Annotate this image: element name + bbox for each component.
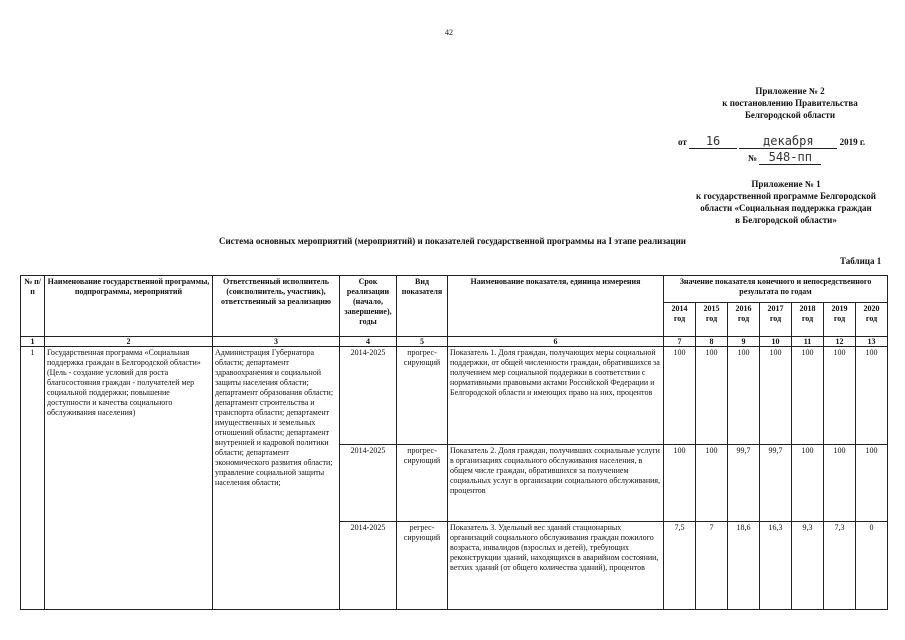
indicator-value: 100 bbox=[760, 347, 792, 445]
number-value: 548-пп bbox=[759, 150, 821, 165]
appendix-1-title: Приложение № 1 bbox=[751, 179, 821, 189]
header-year: 2016 год bbox=[728, 303, 760, 337]
indicator-value: 100 bbox=[664, 347, 696, 445]
page-number: 42 bbox=[445, 28, 453, 37]
column-number: 2 bbox=[45, 337, 213, 347]
indicator-value: 18,6 bbox=[728, 522, 760, 610]
indicator-value: 7 bbox=[696, 522, 728, 610]
column-number: 6 bbox=[448, 337, 664, 347]
header-year: 2018 год bbox=[792, 303, 824, 337]
header-indicator: Наименование показателя, единица измерения bbox=[448, 276, 664, 337]
appendix-1-header bbox=[678, 178, 894, 226]
appendix-1-line3: области «Социальная поддержка граждан bbox=[700, 203, 872, 213]
column-number: 12 bbox=[824, 337, 856, 347]
indicator-value: 100 bbox=[792, 445, 824, 522]
indicator-value: 99,7 bbox=[728, 445, 760, 522]
indicator-type: прогрес-сирующий bbox=[397, 445, 448, 522]
indicators-table bbox=[20, 275, 888, 610]
indicator-type: регрес-сирующий bbox=[397, 522, 448, 610]
appendix-2-title: Приложение № 2 bbox=[755, 86, 825, 96]
column-number: 10 bbox=[760, 337, 792, 347]
indicator-type: прогрес-сирующий bbox=[397, 347, 448, 445]
indicator-value: 100 bbox=[696, 347, 728, 445]
date-prefix: от bbox=[678, 137, 687, 147]
indicator-value: 100 bbox=[728, 347, 760, 445]
appendix-2-line3: Белгородской области bbox=[744, 110, 836, 120]
indicator-term: 2014-2025 bbox=[340, 347, 397, 445]
header-year: 2014 год bbox=[664, 303, 696, 337]
header-name: Наименование государственной программы, подпрограммы, мероприятий bbox=[45, 276, 213, 337]
header-executor: Ответственный исполнитель (соисполнитель, участник), ответственный за реализацию bbox=[213, 276, 340, 337]
header-values-group: Значение показателя конечного и непосредственного результата по годам bbox=[664, 276, 888, 303]
indicator-value: 100 bbox=[824, 445, 856, 522]
row-num: 1 bbox=[21, 347, 45, 610]
header-year: 2015 год bbox=[696, 303, 728, 337]
indicator-name: Показатель 3. Удельный вес зданий стационарных организаций социального обслуживания граждан пожилого возраста, инвалидов (взрослых и детей), требующих реконструкции зданий, находящихся в аварийном состоянии, ветхих зданий (от общего количества зданий), процентов bbox=[448, 522, 664, 610]
column-number: 1 bbox=[21, 337, 45, 347]
indicator-value: 7,5 bbox=[664, 522, 696, 610]
date-year: 2019 г. bbox=[839, 137, 866, 147]
indicator-name: Показатель 1. Доля граждан, получающих меры социальной поддержки, от общей численности граждан, обратившихся за получением мер социальной поддержки в соответствии с нормативными правовыми актами Российской Федерации и Белгородской области и имеющих право на них, процентов bbox=[448, 347, 664, 445]
header-year: 2020 год bbox=[856, 303, 888, 337]
column-number: 8 bbox=[696, 337, 728, 347]
appendix-1-line2: к государственной программе Белгородской bbox=[696, 191, 876, 201]
date-day: 16 bbox=[689, 134, 737, 149]
indicator-value: 99,7 bbox=[760, 445, 792, 522]
indicator-value: 100 bbox=[696, 445, 728, 522]
document-title: Система основных мероприятий (мероприятий) и показателей государственной программы на I этапе реализации bbox=[218, 236, 686, 246]
header-term: Срок реализации (начало, завершение), годы bbox=[340, 276, 397, 337]
header-num: № п/п bbox=[21, 276, 45, 337]
appendix-2-header bbox=[690, 85, 890, 121]
indicator-value: 9,3 bbox=[792, 522, 824, 610]
indicator-value: 100 bbox=[856, 347, 888, 445]
program-executor: Администрация Губернатора области; департамент здравоохранения и социальной защиты населения области; департамент образования области; департамент строительства и транспорта области; департамент имущественных и земельных отношений области; департамент внутренней и кадровой политики области; департамент экономического развития области; управление социальной защиты населения области; bbox=[213, 347, 340, 610]
indicator-value: 100 bbox=[856, 445, 888, 522]
column-number: 9 bbox=[728, 337, 760, 347]
date-month: декабря bbox=[739, 134, 837, 149]
indicator-value: 100 bbox=[664, 445, 696, 522]
appendix-1-line4: в Белгородской области» bbox=[735, 215, 837, 225]
column-number: 11 bbox=[792, 337, 824, 347]
indicator-value: 7,3 bbox=[824, 522, 856, 610]
number-prefix: № bbox=[748, 153, 758, 163]
indicator-name: Показатель 2. Доля граждан, получивших социальные услуги в организациях социального обслуживания населения, в общем числе граждан, обратившихся за получением социальных услуг в организации социального обслуживания, процентов bbox=[448, 445, 664, 522]
program-name: Государственная программа «Социальная поддержка граждан в Белгородской области» (Цель - создание условий для роста благосостояния граждан - получателей мер социальной поддержки; повышение доступности и качества социального обслуживания населения) bbox=[45, 347, 213, 610]
indicator-value: 16,3 bbox=[760, 522, 792, 610]
column-number: 7 bbox=[664, 337, 696, 347]
table-row bbox=[21, 347, 888, 445]
indicator-value: 100 bbox=[824, 347, 856, 445]
table-label: Таблица 1 bbox=[840, 256, 882, 266]
appendix-2-line2: к постановлению Правительства bbox=[722, 98, 858, 108]
indicator-value: 0 bbox=[856, 522, 888, 610]
column-number: 4 bbox=[340, 337, 397, 347]
column-number: 5 bbox=[397, 337, 448, 347]
indicator-term: 2014-2025 bbox=[340, 522, 397, 610]
indicator-value: 100 bbox=[792, 347, 824, 445]
column-number: 3 bbox=[213, 337, 340, 347]
header-year: 2017 год bbox=[760, 303, 792, 337]
indicator-term: 2014-2025 bbox=[340, 445, 397, 522]
column-number: 13 bbox=[856, 337, 888, 347]
resolution-number bbox=[748, 150, 821, 165]
header-year: 2019 год bbox=[824, 303, 856, 337]
resolution-date bbox=[678, 134, 865, 149]
header-type: Вид показателя bbox=[397, 276, 448, 337]
